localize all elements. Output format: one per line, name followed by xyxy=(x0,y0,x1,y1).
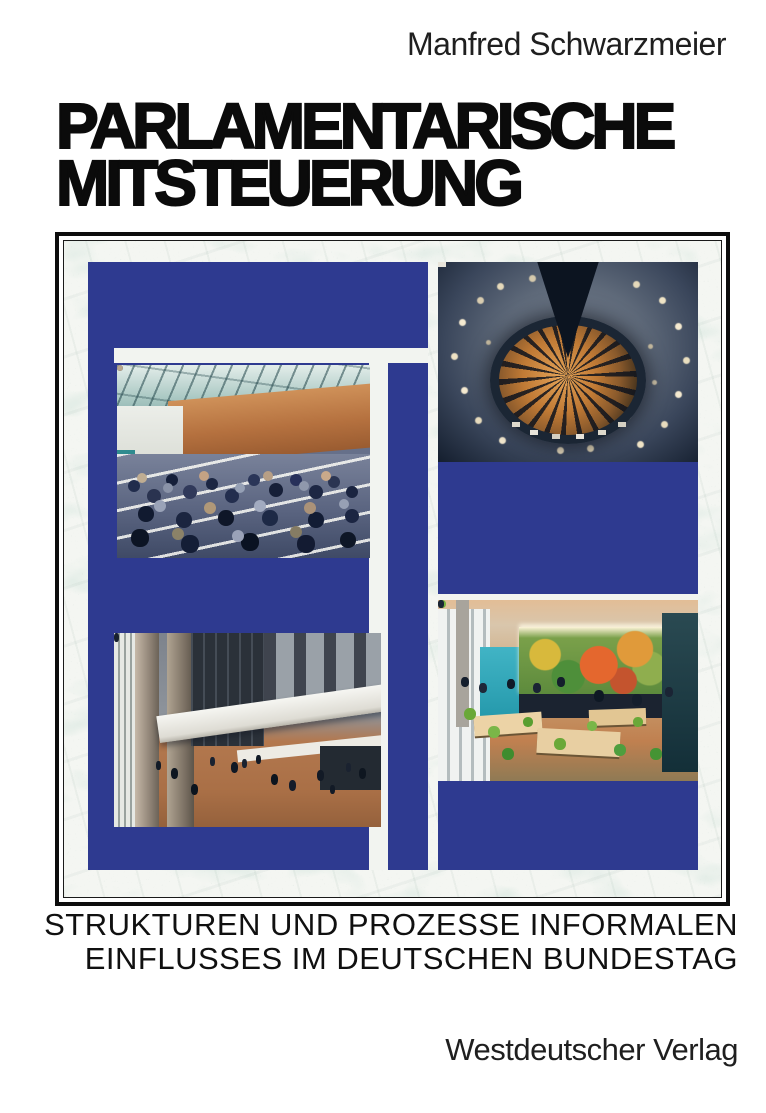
book-subtitle xyxy=(0,908,738,976)
table xyxy=(589,708,647,726)
table xyxy=(536,728,620,758)
dark-side-panel xyxy=(662,613,698,772)
photo-committee-session xyxy=(117,365,370,558)
mirror-cone xyxy=(536,262,600,358)
colourful-mural xyxy=(519,627,665,696)
walking-figures xyxy=(114,633,119,642)
table xyxy=(474,712,543,737)
concrete-column-1 xyxy=(135,633,159,827)
title-line-1: PARLAMENTARISCHE xyxy=(56,90,673,162)
reception-glass xyxy=(320,746,381,791)
title-line-2: MITSTEUERUNG xyxy=(56,147,520,219)
subtitle-line-1: STRUKTUREN UND PROZESSE INFORMALEN xyxy=(44,907,738,942)
seated-figures xyxy=(438,600,444,608)
photo-lobby-hall xyxy=(114,633,381,827)
book-title xyxy=(56,90,756,219)
cafeteria-pillar xyxy=(456,600,469,727)
photo-cafeteria xyxy=(438,600,698,781)
dome-gallery-windows xyxy=(438,262,446,267)
audience-tables xyxy=(117,454,370,558)
audience-figures-light xyxy=(117,365,123,371)
subtitle-line-2: EINFLUSSES IM DEUTSCHEN BUNDESTAG xyxy=(84,941,738,976)
author-name: Manfred Schwarzmeier xyxy=(407,26,726,62)
photo-reichstag-dome xyxy=(438,262,698,462)
publisher-name: Westdeutscher Verlag xyxy=(445,1032,738,1067)
